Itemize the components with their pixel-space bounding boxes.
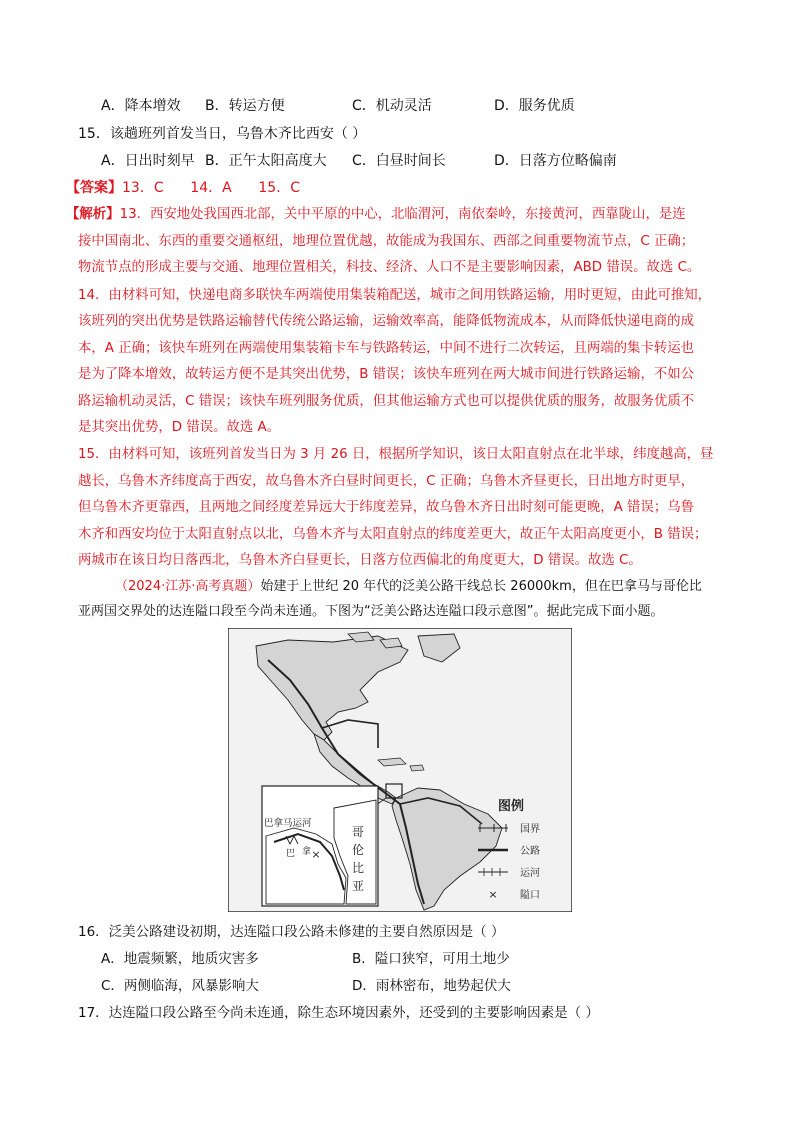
answer-text: 13．C 14．A 15．C	[122, 180, 300, 196]
q15-option-c: C．白昼时间长	[352, 153, 446, 169]
analysis-line-8: 是其突出优势，D 错误。故选 A。	[78, 420, 281, 435]
q16-option-c: C．两侧临海，风暴影响大	[101, 978, 259, 994]
q16-option-d: D．雨林密布，地势起伏大	[352, 978, 511, 994]
q15-option-b: B．正午太阳高度大	[205, 153, 327, 169]
colombia-label-4: 亚	[352, 879, 365, 893]
colombia-label-1: 哥	[352, 825, 365, 839]
intro-source: （2024·江苏·高考真题）	[115, 579, 261, 594]
analysis-line-2: 物流节点的形成主要与交通、地理位置相关，科技、经济、人口不是主要影响因素，ABD 错误。故选 C。	[78, 260, 701, 275]
analysis-line-0	[66, 205, 686, 225]
analysis-line-7: 路运输机动灵活，C 错误；该快车班列服务优质，但其他运输方式也可以提供优质的服务，故服务优质不	[78, 394, 695, 409]
analysis-line-3: 14．由材料可知，快递电商多联快车两端使用集装箱配送，城市之间用铁路运输，用时更短，由此可推知，	[78, 288, 712, 303]
q17-stem: 17．达连隘口段公路至今尚未连通，除生态环境因素外，还受到的主要影响因素是（ ）	[78, 1005, 599, 1021]
analysis-line-11: 但乌鲁木齐更靠西，且两地之间经度差异远大于纬度差异，故乌鲁木齐日出时刻可能更晚，A 错误；乌鲁	[78, 500, 694, 515]
q14-option-a: A．降本增效	[101, 98, 181, 114]
q14-option-c: C．机动灵活	[352, 98, 432, 114]
analysis-line-12: 木齐和西安均位于太阳直射点以北，乌鲁木齐与太阳直射点的纬度差更大，故正午太阳高度更小，B 错误；	[78, 527, 708, 542]
inset-label-na: 拿	[302, 847, 312, 857]
q15-option-d: D．日落方位略偏南	[494, 153, 617, 169]
analysis-tag: 【解析】	[66, 207, 120, 222]
analysis-line-4: 该班列的突出优势是铁路运输替代传统公路运输，运输效率高，能降低物流成本，从而降低快递电商的成	[78, 314, 694, 329]
q14-option-d: D．服务优质	[494, 98, 575, 114]
answer-line	[66, 178, 300, 198]
analysis-line-13: 两城市在该日均日落西北，乌鲁木齐白昼更长，日落方位西偏北的角度更大，D 错误。故选 C。	[78, 553, 642, 568]
q16-option-a: A．地震频繁，地质灾害多	[101, 951, 259, 967]
pan-american-highway-map	[228, 628, 572, 912]
analysis-line-9: 15．由材料可知，该班列首发当日为 3 月 26 日，根据所学知识，该日太阳直射点在北半球，纬度越高，昼	[78, 447, 714, 462]
legend-title: 图例	[498, 799, 525, 814]
analysis-line-6: 是为了降本增效，故转运方便不是其突出优势，B 错误；该快车班列在两大城市间进行铁路运输，不如公	[78, 367, 695, 382]
caribbean-island	[410, 765, 424, 771]
q15-stem: 15．该趟班列首发当日，乌鲁木齐比西安（ ）	[78, 126, 367, 142]
q16-stem: 16．泛美公路建设初期，达连隘口段公路未修建的主要自然原因是（ ）	[78, 924, 505, 940]
legend-pass-label: 隘口	[520, 890, 540, 901]
analysis-line-5: 本，A 正确；该快车班列在两端使用集装箱卡车与铁路转运，中间不进行二次转运，且两端的集卡转运也	[78, 341, 694, 356]
intro-line-1	[115, 577, 702, 597]
analysis-text-0: 13．西安地处我国西北部，关中平原的中心，北临渭河，南依秦岭，东接黄河，西靠陇山，是连	[119, 207, 686, 222]
analysis-line-10: 越长，乌鲁木齐纬度高于西安，故乌鲁木齐白昼时间更长，C 正确；乌鲁木齐昼更长，日出地方时更早，	[78, 474, 695, 489]
q14-option-b: B．转运方便	[205, 98, 285, 114]
legend-border-label: 国界	[520, 824, 540, 835]
q15-option-a: A．日出时刻早	[101, 153, 195, 169]
answer-tag: 【答案】	[66, 180, 122, 196]
intro-line-2: 亚两国交界处的达连隘口段至今尚未连通。下图为“泛美公路达连隘口段示意图”。据此完成下面小题。	[78, 604, 664, 619]
legend-pass-symbol: ×	[488, 888, 498, 901]
inset-label-ba: 巴	[286, 849, 296, 859]
analysis-line-1: 接中国南北、东西的重要交通枢纽，地理位置优越，故能成为我国东、西部之间重要物流节点，C 正确；	[78, 234, 695, 249]
inset-pass-marker: ×	[311, 848, 321, 861]
legend-canal-label: 运河	[520, 868, 540, 879]
legend-highway-label: 公路	[520, 846, 540, 857]
q16-option-b: B．隘口狭窄，可用土地少	[352, 951, 510, 967]
colombia-label-2: 伦	[352, 843, 365, 857]
colombia-label-3: 比	[352, 861, 365, 875]
intro-text-1: 始建于上世纪 20 年代的泛美公路干线总长 26000km，但在巴拿马与哥伦比	[260, 579, 702, 594]
canal-label: 巴拿马运河	[264, 818, 312, 829]
